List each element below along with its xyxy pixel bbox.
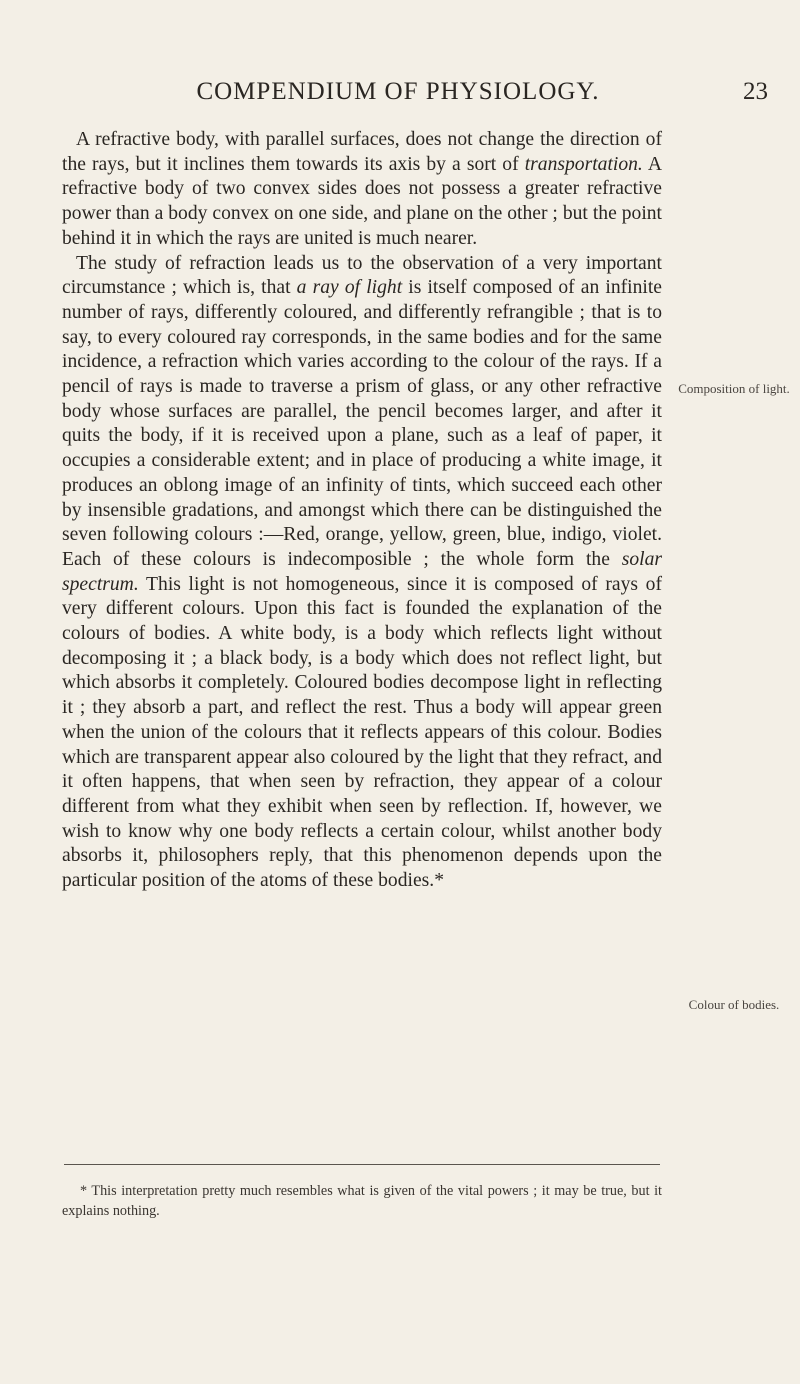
running-header: COMPENDIUM OF PHYSIOLOGY. <box>196 78 600 105</box>
italic-term: transportation. <box>524 153 643 175</box>
page-number: 23 <box>743 78 768 105</box>
footnote <box>62 1181 662 1221</box>
italic-term: solar spectrum. <box>62 548 662 595</box>
footnote-rule <box>64 1164 660 1165</box>
paragraph-composition-of-light: The study of refraction leads us to the observation of a very important circumstance ; which is, that a ray of light is itself composed of an infinite number of rays, differently coloured, and differently refrangible ; that is to say, to every coloured ray corresponds, in the same bodies and for the same incidence, a refraction which varies according to the colour of the rays. If a pencil of rays is made to traverse a prism of glass, or any other refractive body whose surfaces are parallel, the pencil becomes larger, and after it quits the body, if it is received upon a plane, such as a leaf of paper, it occupies a considerable extent; and in place of producing a white image, it produces an oblong image of an infinity of tints, which succeed each other by insensible gradations, and amongst which there can be distinguished the seven following colours :—Red, orange, yellow, green, blue, indigo, violet. Each of these colours is indecomposible ; the whole form the solar spectrum. This light is not homogeneous, since it is composed of rays of very different colours. Upon this fact is founded the explanation of the colours of bodies. A white body, is a body which reflects light without decomposing it ; a black body, is a body which does not reflect light, but which absorbs it completely. Coloured bodies decompose light in reflecting it ; they absorb a part, and reflect the rest. Thus a body will appear green when the union of the colours that it reflects appears of this colour. Bodies which are transparent appear also coloured by the light that they refract, and it often happens, that when seen by refraction, they appear of a colour different from what they exhibit when seen by reflection. If, however, we wish to know why one body reflects a certain colour, whilst another body absorbs it, philosophers reply, that this phenomenon depends upon the particular position of the atoms of these bodies.* <box>62 252 662 892</box>
body-text <box>62 128 662 894</box>
italic-term: a ray of light <box>296 277 403 299</box>
margin-note-colour: Colour of bodies. <box>688 997 780 1012</box>
margin-note-composition: Composition of light. <box>678 381 790 396</box>
paragraph-refraction: A refractive body, with parallel surfaces, does not change the direction of the rays, but it inclines them towards its axis by a sort of transportation. A refractive body of two convex sides does not possess a greater refractive power than a body convex on one side, and plane on the other ; but the point behind it in which the rays are united is much nearer. <box>62 129 662 249</box>
footnote-text: * This interpretation pretty much resembles what is given of the vital powers ; it may be true, but it explains nothing. <box>62 1183 662 1219</box>
